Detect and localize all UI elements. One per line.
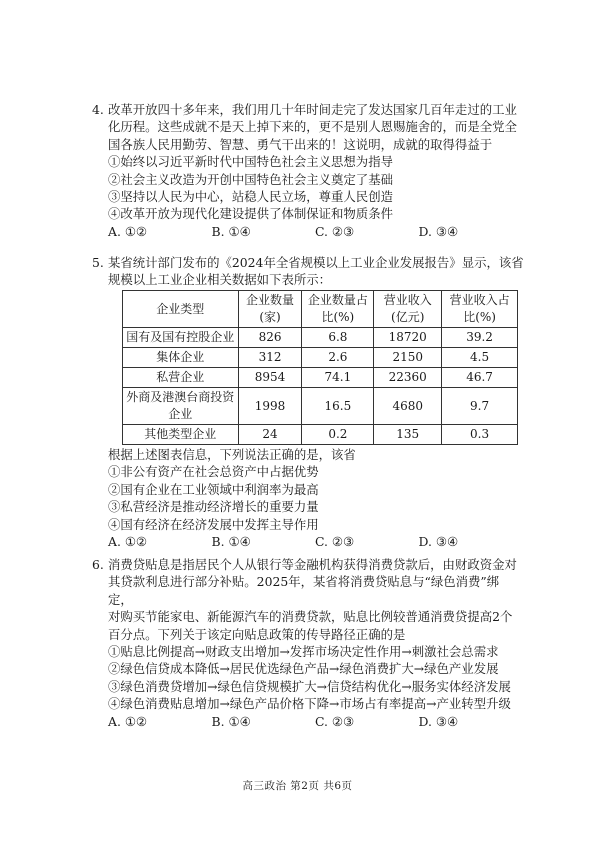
option-c[interactable]: C. ②③ — [315, 534, 355, 550]
statement-item: ①贴息比例提高→财政支出增加→发挥市场决定性作用→刺激社会总需求 — [108, 644, 499, 660]
header-enterprise-type: 企业类型 — [123, 291, 239, 328]
question-stem-line: 国各族人民用勤劳、智慧、勇气干出来的！这说明，成就的取得得益于 — [108, 136, 493, 152]
statement-item: ②社会主义改造为开创中国特色社会主义奠定了基础 — [108, 171, 393, 187]
statement-item: ③私营经济是推动经济增长的重要力量 — [108, 499, 319, 515]
option-d[interactable]: D. ③④ — [418, 534, 459, 550]
page-footer: 高三政治 第2页 共6页 — [242, 780, 353, 792]
table-row — [123, 348, 518, 368]
cell-revenue-pct: 39.2 — [442, 328, 518, 348]
cell-type: 外商及港澳台商投资 企业 — [123, 388, 239, 425]
question-stem-line: 其贷款利息进行部分补贴。2025年，某省将消费贷贴息与“绿色消费”绑定， — [108, 574, 500, 607]
question-stem-line: 对购买节能家电、新能源汽车的消费贷款，贴息比例较普通消费贷提高2个 — [108, 609, 513, 625]
cell-count-pct: 2.6 — [302, 348, 374, 368]
cell-type: 国有及国有控股企业 — [123, 328, 239, 348]
statement-item: ③坚持以人民为中心，站稳人民立场，尊重人民创造 — [108, 189, 393, 205]
statement-item: ④绿色消费贴息增加→绿色产品价格下降→市场占有率提高→产业转型升级 — [108, 696, 511, 712]
cell-count-pct: 16.5 — [302, 388, 374, 425]
question-stem-line: 某省统计部门发布的《2024年全省规模以上工业企业发展报告》显示，该省 — [108, 255, 524, 270]
cell-revenue-pct: 46.7 — [442, 368, 518, 388]
statement-item: ②绿色信贷成本降低→居民优选绿色产品→绿色消费扩大→绿色产业发展 — [108, 661, 499, 677]
cell-count: 826 — [238, 328, 302, 348]
question-stem-line: 化历程。这些成就不是天上掉下来的，更不是别人恩赐施舍的，而是全党全 — [108, 119, 517, 135]
cell-revenue-pct: 9.7 — [442, 388, 518, 425]
cell-revenue: 135 — [374, 425, 442, 445]
header-revenue-pct: 营业收入占 比(%) — [442, 291, 518, 328]
question-5 — [92, 254, 522, 289]
cell-count-pct: 0.2 — [302, 425, 374, 445]
header-count-pct: 企业数量占 比(%) — [302, 291, 374, 328]
table-row — [123, 425, 518, 445]
option-b[interactable]: B. ①④ — [211, 534, 251, 550]
statement-item: ①非公有资产在社会总资产中占据优势 — [108, 464, 319, 480]
cell-count: 1998 — [238, 388, 302, 425]
cell-revenue-pct: 0.3 — [442, 425, 518, 445]
question-stem-line: 百分点。下列关于该定向贴息政策的传导路径正确的是 — [108, 626, 406, 642]
table-row — [123, 328, 518, 348]
question-number: 6. — [92, 557, 104, 572]
option-b[interactable]: B. ①④ — [211, 223, 251, 239]
cell-type: 集体企业 — [123, 348, 239, 368]
cell-count: 312 — [238, 348, 302, 368]
cell-count: 8954 — [238, 368, 302, 388]
question-stem-line: 消费贷贴息是指居民个人从银行等金融机构获得消费贷款后，由财政资金对 — [108, 557, 517, 572]
statement-item: ③绿色消费贷增加→绿色信贷规模扩大→信贷结构优化→服务实体经济发展 — [108, 678, 511, 694]
question-number: 4. — [92, 102, 104, 117]
header-count: 企业数量 (家) — [238, 291, 302, 328]
cell-revenue-pct: 4.5 — [442, 348, 518, 368]
table-row — [123, 368, 518, 388]
question-4 — [92, 101, 522, 240]
question-stem-line: 改革开放四十多年来，我们用几十年时间走完了发达国家几百年走过的工业 — [108, 102, 517, 117]
cell-count-pct: 6.8 — [302, 328, 374, 348]
header-revenue: 营业收入 (亿元) — [374, 291, 442, 328]
statement-item: ②国有企业在工业领域中利润率为最高 — [108, 481, 319, 497]
table-row — [123, 388, 518, 425]
cell-revenue: 4680 — [374, 388, 442, 425]
cell-count-pct: 74.1 — [302, 368, 374, 388]
answer-options — [92, 223, 522, 240]
cell-revenue: 22360 — [374, 368, 442, 388]
statement-item: ①始终以习近平新时代中国特色社会主义思想为指导 — [108, 154, 393, 170]
option-b[interactable]: B. ①④ — [211, 713, 251, 729]
cell-revenue: 2150 — [374, 348, 442, 368]
option-a[interactable]: A. ①② — [108, 223, 148, 239]
question-stem-line: 根据上述图表信息，下列说法正确的是，该省 — [108, 447, 356, 462]
statement-item: ④国有经济在经济发展中发挥主导作用 — [108, 516, 319, 532]
cell-count: 24 — [238, 425, 302, 445]
question-stem-line: 规模以上工业企业相关数据如下表所示： — [108, 272, 332, 288]
answer-options — [92, 713, 522, 730]
answer-options — [92, 533, 522, 550]
option-a[interactable]: A. ①② — [108, 713, 148, 729]
cell-type: 私营企业 — [123, 368, 239, 388]
question-number: 5. — [92, 255, 104, 270]
option-c[interactable]: C. ②③ — [315, 713, 355, 729]
option-d[interactable]: D. ③④ — [418, 713, 459, 729]
table-header-row — [123, 291, 518, 328]
option-d[interactable]: D. ③④ — [418, 223, 459, 239]
question-6 — [92, 556, 522, 730]
enterprise-data-table — [122, 290, 518, 445]
statement-item: ④改革开放为现代化建设提供了体制保证和物质条件 — [108, 206, 393, 222]
cell-type: 其他类型企业 — [123, 425, 239, 445]
cell-revenue: 18720 — [374, 328, 442, 348]
option-a[interactable]: A. ①② — [108, 534, 148, 550]
question-5-continued — [92, 446, 522, 550]
option-c[interactable]: C. ②③ — [315, 223, 355, 239]
